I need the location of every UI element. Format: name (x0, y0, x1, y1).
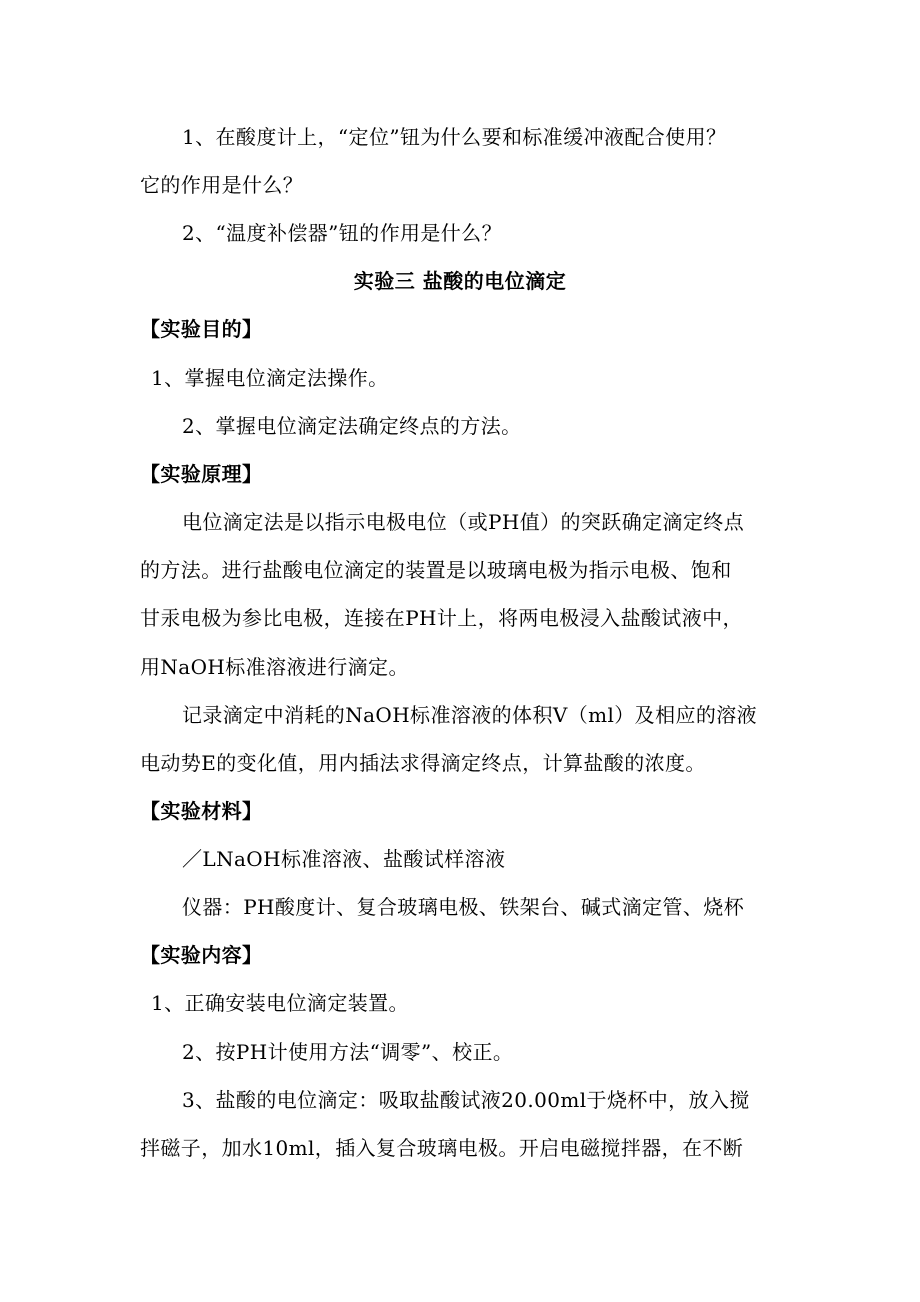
principle-para1-line-1: 电位滴定法是以指示电极电位（或PH值）的突跃确定滴定终点 (182, 510, 745, 534)
purpose-item-1: 1、掌握电位滴定法操作。 (151, 366, 389, 390)
materials-line-1: ／LNaOH标准溶液、盐酸试样溶液 (182, 847, 506, 871)
principle-heading: 【实验原理】 (140, 462, 263, 486)
materials-heading: 【实验材料】 (140, 799, 263, 823)
content-line-1: 1、正确安装电位滴定装置。 (151, 991, 409, 1015)
question-1-line-2: 它的作用是什么？ (140, 173, 304, 197)
experiment-title: 实验三 盐酸的电位滴定 (353, 269, 567, 293)
materials-line-2: 仪器：PH酸度计、复合玻璃电极、铁架台、碱式滴定管、烧杯 (182, 895, 745, 919)
content-heading: 【实验内容】 (140, 943, 263, 967)
principle-para2-line-1: 记录滴定中消耗的NaOH标准溶液的体积V（ml）及相应的溶液 (182, 703, 758, 727)
content-line-2: 2、按PH计使用方法“调零”、校正。 (182, 1040, 514, 1064)
principle-para1-line-2: 的方法。进行盐酸电位滴定的装置是以玻璃电极为指示电极、饱和 (140, 558, 732, 582)
question-1-line-1: 1、在酸度计上，“定位”钮为什么要和标准缓冲液配合使用？ (182, 125, 727, 149)
purpose-heading: 【实验目的】 (140, 317, 263, 341)
content-line-4: 拌磁子，加水10ml，插入复合玻璃电极。开启电磁搅拌器，在不断 (140, 1136, 744, 1160)
principle-para1-line-4: 用NaOH标准溶液进行滴定。 (140, 655, 409, 679)
principle-para1-line-3: 甘汞电极为参比电极，连接在PH计上，将两电极浸入盐酸试液中， (140, 606, 743, 630)
principle-para2-line-2: 电动势E的变化值，用内插法求得滴定终点，计算盐酸的浓度。 (140, 751, 706, 775)
content-line-3: 3、盐酸的电位滴定：吸取盐酸试液20.00ml于烧杯中，放入搅 (182, 1088, 750, 1112)
purpose-item-2: 2、掌握电位滴定法确定终点的方法。 (182, 414, 522, 438)
question-2: 2、“温度补偿器”钮的作用是什么？ (182, 221, 502, 245)
